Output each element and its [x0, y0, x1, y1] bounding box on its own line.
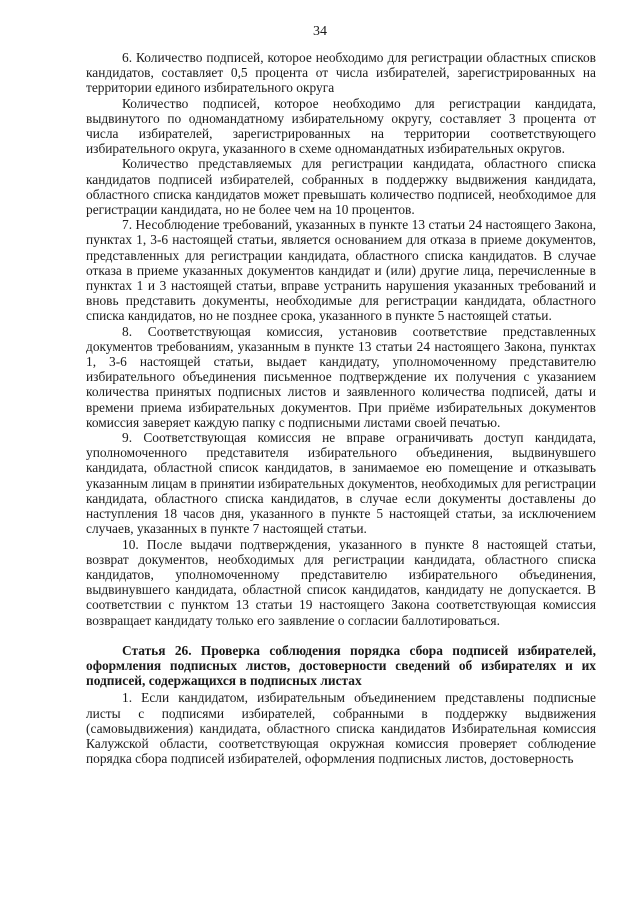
article-26-heading: Статья 26. Проверка соблюдения порядка сбора подписей избирателей, оформления подписных листов, достоверности сведений об избирателях и их подписей, содержащихся в подписных листах: [86, 642, 596, 689]
paragraph-6-excess: Количество представляемых для регистрации кандидата, областного списка кандидатов подписей избирателей, собранных в поддержку выдвижения кандидата, областного списка кандидатов может превышать количество подписей, необходимое для регистрации кандидата, но не более чем на 10 процентов.: [86, 156, 596, 218]
paragraph-7: 7. Несоблюдение требований, указанных в пункте 13 статьи 24 настоящего Закона, пунктах 1, 3-6 настоящей статьи, является основанием для отказа в приеме документов, представленных для регистрации кандидата, областного списка кандидатов. В случае отказа в приеме указанных документов кандидат и (или) другие лица, перечисленные в пунктах 1 и 3 настоящей статьи, вправе устранить нарушения указанных требований и вновь представить документы, необходимые для регистрации кандидата, областного списка кандидатов, но не позднее срока, указанного в пункте 5 настоящей статьи.: [86, 217, 596, 324]
article-26-paragraph-1: 1. Если кандидатом, избирательным объединением представлены подписные листы с подписями избирателей, собранными в поддержку выдвижения (самовыдвижения) кандидата, областного списка кандидатов Избирательная комиссия Калужской области, соответствующая окружная комиссия проверяет соблюдение порядка сбора подписей избирателей, оформления подписных листов, достоверность: [86, 690, 596, 767]
paragraph-10: 10. После выдачи подтверждения, указанного в пункте 8 настоящей статьи, возврат документов, необходимых для регистрации кандидата, областного списка кандидатов, уполномоченному представителю избирательного объединения, выдвинувшего кандидата, областной список кандидатов, кандидату не допускается. В соответствии с пунктом 13 статьи 19 настоящего Закона соответствующая комиссия возвращает кандидату только его заявление о согласии баллотироваться.: [86, 536, 596, 628]
paragraph-9: 9. Соответствующая комиссия не вправе ограничивать доступ кандидата, уполномоченного представителя избирательного объединения, выдвинувшего кандидата, областной список кандидатов, в занимаемое ею помещение и отказывать указанным лицам в принятии избирательных документов, необходимых для регистрации кандидата, областного списка кандидатов, в случае если документы доставлены до наступления 18 часов дня, указанного в пункте 5 настоящей статьи, за исключением случаев, указанных в пункте 7 настоящей статьи.: [86, 430, 596, 537]
paragraph-8: 8. Соответствующая комиссия, установив соответствие представленных документов требованиям, указанным в пункте 13 статьи 24 настоящего Закона, пунктах 1, 3-6 настоящей статьи, выдает кандидату, уполномоченному представителю избирательного объединения письменное подтверждение их получения с указанием количества принятых подписных листов и заявленного количества подписей, даты и времени приема избирательных документов. При приёме избирательных документов комиссия заверяет каждую папку с подписными листами своей печатью.: [86, 323, 596, 430]
page-number: 34: [313, 24, 327, 39]
paragraph-6: 6. Количество подписей, которое необходимо для регистрации областных списков кандидатов, составляет 0,5 процента от числа избирателей, зарегистрированных на территории единого избирательного округа: [86, 50, 596, 96]
document-body: [86, 50, 596, 766]
paragraph-6-candidate: Количество подписей, которое необходимо для регистрации кандидата, выдвинутого по одномандатному избирательному округу, составляет 3 процента от числа избирателей, зарегистрированных на территории соответствующего избирательного округа, указанного в схеме одномандатных избирательных округов.: [86, 95, 596, 157]
